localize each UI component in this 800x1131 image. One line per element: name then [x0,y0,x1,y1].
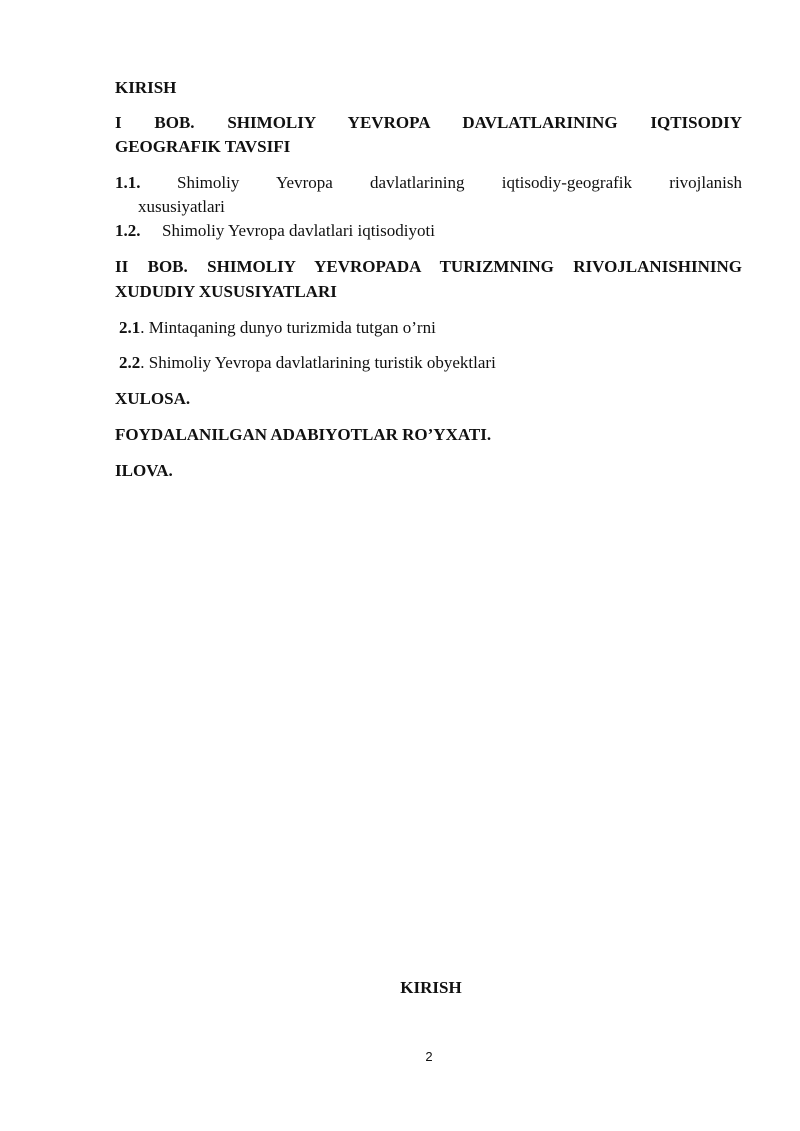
toc-item-2-1 [119,316,746,340]
toc-item-2-1-number: 2.1 [119,318,141,337]
toc-ilova: ILOVA. [115,461,173,480]
toc-item-1-1-text-line1: Shimoliy Yevropa davlatlarining iqtisodiy-geografik rivojlanish [177,173,742,192]
toc-item-1-1 [115,171,742,195]
toc-item-1-2-number: 1.2. [115,221,141,240]
toc-chapter2-title-line2: XUDUDIY XUSUSIYATLARI [115,282,337,301]
toc-kirish: KIRISH [115,78,177,97]
toc-chapter1-title-line2: GEOGRAFIK TAVSIFI [115,137,291,156]
toc-item-1-1-text-line2: xususiyatlari [138,197,225,216]
toc-item-2-2 [119,351,746,375]
toc-item-2-2-text: . Shimoliy Yevropa davlatlarining turistik obyektlari [140,353,496,372]
section-heading-kirish: KIRISH [400,978,462,997]
toc-item-1-2-text: Shimoliy Yevropa davlatlari iqtisodiyoti [162,221,435,240]
toc-chapter2-title-line1: II BOB. SHIMOLIY YEVROPADA TURIZMNING RIVOJLANISHINING [115,257,742,276]
toc-xulosa: XULOSA. [115,389,191,408]
toc-adabiyotlar: FOYDALANILGAN ADABIYOTLAR RO’YXATI. [115,425,492,444]
toc-item-2-1-text: . Mintaqaning dunyo turizmida tutgan o’rni [140,318,436,337]
toc-item-1-2 [115,219,742,243]
toc-chapter1-title-line1: I BOB. SHIMOLIY YEVROPA DAVLATLARINING IQTISODIY [115,113,742,132]
toc-item-2-2-number: 2.2 [119,353,141,372]
toc-item-1-1-number: 1.1. [115,173,141,192]
page-number: 2 [425,1049,433,1064]
